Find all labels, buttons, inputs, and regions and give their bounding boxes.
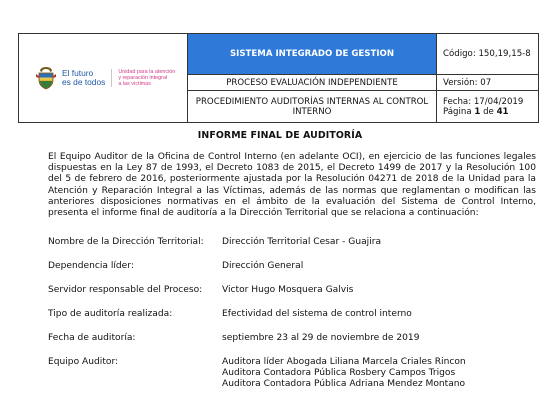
page-indicator: Página 1 de 41 xyxy=(443,106,509,117)
field-value: Efectividad del sistema de control interno xyxy=(222,309,412,319)
document-date: Fecha: 17/04/2019 xyxy=(443,96,524,107)
procedure-name: PROCEDIMIENTO AUDITORÍAS INTERNAS AL CONTROL INTERNO xyxy=(188,91,437,123)
colombia-coat-of-arms-icon xyxy=(35,66,57,90)
logo-cell xyxy=(19,34,188,123)
document-title: INFORME FINAL DE AUDITORÍA xyxy=(197,130,363,141)
field-label: Tipo de auditoría realizada: xyxy=(48,309,173,319)
field-value: Dirección Territorial Cesar - Guajira xyxy=(222,237,382,247)
document-header-table xyxy=(18,33,539,123)
field-label: Dependencia líder: xyxy=(48,261,134,271)
system-title: SISTEMA INTEGRADO DE GESTION xyxy=(188,34,437,75)
unit-name: Unidad para la atención y reparación integral a las víctimas xyxy=(118,68,176,88)
team-member: Auditora Contadora Pública Adriana Mendez Montano xyxy=(222,379,466,389)
date-and-page xyxy=(437,91,539,123)
field-label: Nombre de la Dirección Territorial: xyxy=(48,237,204,247)
document-code: Código: 150,19,15-8 xyxy=(437,34,539,75)
field-label: Equipo Auditor: xyxy=(48,357,119,367)
field-label: Servidor responsable del Proceso: xyxy=(48,285,203,295)
field-value: septiembre 23 al 29 de noviembre de 2019 xyxy=(222,333,420,343)
field-value: Dirección General xyxy=(222,261,304,271)
team-member: Auditora líder Abogada Liliana Marcela Criales Rincon xyxy=(222,357,466,367)
intro-paragraph: El Equipo Auditor de la Oficina de Control Interno (en adelante OCI), en ejercicio de las funciones legales dispuestas en la Ley 87 de 1993, el Decreto 1083 de 2015, el Decreto 1499 de 2017 y la Resolución 100 del 5 de febrero de 2016, posteriormente ajustada por la Resolución 04271 de 2018 de la Unidad para la Atención y Reparación Integral a las Víctimas, además de las normas que reglamentan o modifican las anteriores disposiciones normativas en el ámbito de la evaluación del Sistema de Control Interno, presenta el informe final de auditoría a la Dirección Territorial que se relaciona a continuación: xyxy=(48,152,536,219)
team-members xyxy=(222,357,466,390)
brand-slogan: El futuro es de todos xyxy=(62,69,112,87)
field-value: Victor Hugo Mosquera Galvis xyxy=(222,285,354,295)
process-name: PROCESO EVALUACIÓN INDEPENDIENTE xyxy=(188,75,437,91)
team-member: Auditora Contadora Pública Rosbery Campos Trigos xyxy=(222,368,456,378)
document-version: Versión: 07 xyxy=(437,75,539,91)
field-label: Fecha de auditoría: xyxy=(48,333,136,343)
